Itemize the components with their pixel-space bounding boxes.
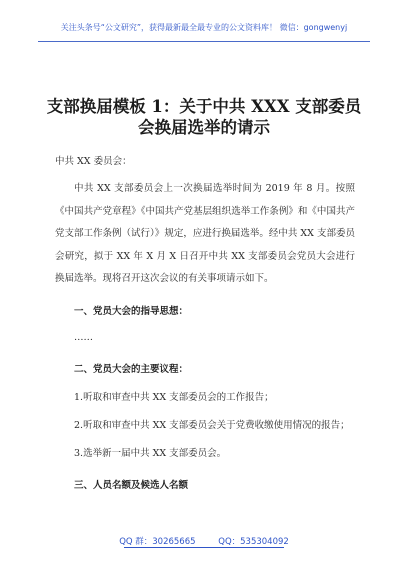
- footer-underline: [124, 547, 284, 548]
- salutation: 中共 XX 委员会：: [55, 156, 132, 167]
- document-title: [0, 96, 408, 138]
- section-heading-agenda: 二、党员大会的主要议程：: [74, 363, 189, 375]
- title-line-2: 会换届选举的请示: [138, 118, 270, 137]
- footer-contact: [0, 535, 408, 547]
- title-line-1: 支部换届模板 1：关于中共 XXX 支部委员: [46, 97, 362, 116]
- footer-qq: QQ：535304092: [218, 537, 289, 547]
- section-content-ellipsis: ……: [74, 331, 93, 343]
- section-heading-quota: 三、人员名额及候选人名额: [74, 479, 189, 491]
- header-note: 关注头条号“公文研究”，获得最新最全最专业的公文资料库！ 微信：gongwenyj: [60, 23, 348, 32]
- header-divider: [38, 41, 370, 42]
- footer-qq-group: QQ 群：30265665: [119, 537, 196, 547]
- agenda-item: 3.选举新一届中共 XX 支部委员会。: [74, 447, 227, 459]
- agenda-item: 2.听取和审查中共 XX 支部委员会关于党费收缴使用情况的报告；: [74, 419, 350, 431]
- intro-paragraph: 中共 XX 支部委员会上一次换届选举时间为 2019 年 8 月。按照《中国共产党章程》《中国共产党基层组织选举工作条例》和《中国共产党支部工作条例（试行）》规定，应进行换届选举。经中共 XX 支部委员会研究，拟于 XX 年 X 月 X 日召开中共 XX 支部委员会党员大会进行换届选举。现将召开这次会议的有关事项请示如下。: [55, 183, 355, 284]
- document-body: [55, 150, 355, 497]
- agenda-item: 1.听取和审查中共 XX 支部委员会的工作报告；: [74, 391, 274, 403]
- section-heading-guiding-thought: 一、党员大会的指导思想：: [74, 305, 189, 317]
